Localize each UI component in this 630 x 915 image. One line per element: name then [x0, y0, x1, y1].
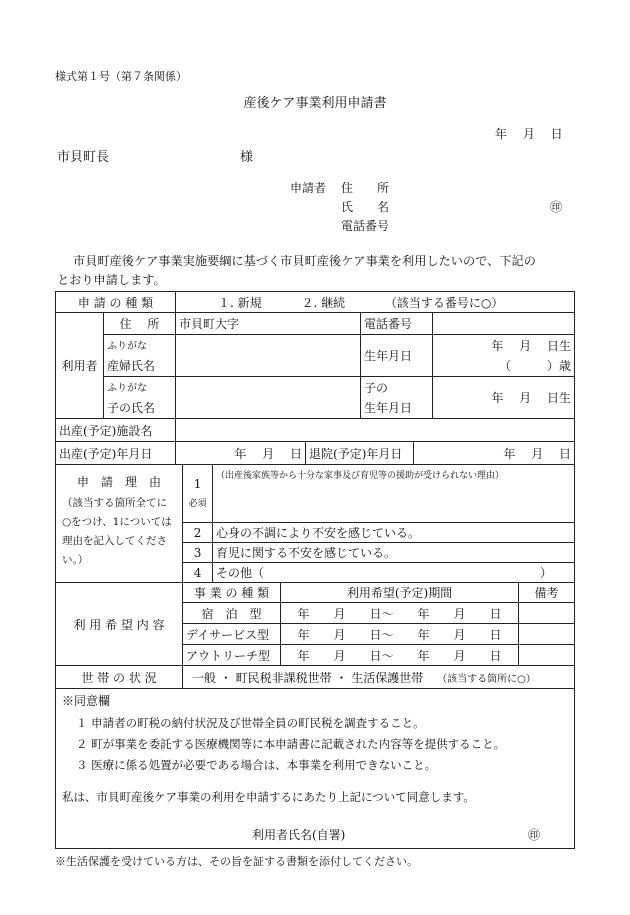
reason-1-text-field[interactable]: （出産後家族等から十分な家事及び育児等の援助が受けられない理由） [213, 465, 575, 523]
row-user-address [56, 313, 575, 335]
reason-3-number[interactable]: 3 [183, 543, 213, 563]
row-birth-facility [56, 419, 575, 442]
service-day-label: デイサービス型 [183, 624, 281, 645]
applicant-phone-label: 電話番号 [341, 219, 390, 233]
birth-date-field[interactable]: 年 月 日 [176, 442, 306, 465]
mother-furigana-label: ふりがな [104, 335, 176, 355]
honorific: 様 [240, 150, 254, 165]
mother-dob-field[interactable] [433, 335, 575, 377]
applicant-label: 申請者 [290, 181, 327, 195]
reason-2-text: 心身の不調により不安を感じている。 [213, 523, 575, 543]
reason-1-number-cell[interactable] [183, 465, 213, 523]
birth-date-label: 出産(予定)年月日 [56, 442, 176, 465]
user-label: 利用者 [56, 313, 104, 419]
application-type-label: 申 請 の 種 類 [56, 292, 176, 313]
form-number: 様式第１号（第７条関係） [55, 70, 187, 83]
phone-label: 電話番号 [361, 313, 433, 335]
application-type-options[interactable]: １. 新規 ２. 継続 （該当する番号に○） [176, 292, 575, 313]
remarks-header: 備考 [519, 583, 575, 603]
mother-dob-value: 年 月 日生 [491, 338, 572, 353]
signature-seal-icon: ㊞ [528, 828, 541, 842]
date-line: 年 月 日 [495, 127, 563, 141]
child-name-field[interactable] [176, 397, 361, 419]
mother-name-field[interactable] [176, 355, 361, 377]
signature-label: 利用者氏名(自署) [252, 828, 346, 842]
service-outreach-label: アウトリーチ型 [183, 645, 281, 666]
row-consent [56, 689, 575, 849]
discharge-date-label: 退院(予定)年月日 [306, 442, 414, 465]
reason-4-number[interactable]: 4 [183, 563, 213, 583]
household-note: （該当する箇所に○） [437, 673, 536, 685]
reason-label-cell [56, 465, 183, 583]
reason-1-required: 必須 [188, 498, 207, 509]
intro-line-1: 市貝町産後ケア事業実施要綱に基づく市貝町産後ケア事業を利用したいので、下記の [73, 254, 536, 268]
child-dob-field[interactable]: 年 月 日生 [433, 377, 575, 419]
applicant-name-label: 氏 名 [341, 200, 390, 214]
mother-furigana-field[interactable] [176, 335, 361, 355]
consent-item-1: １ 申請者の町税の納付状況及び世帯全員の町民税を調査すること。 [76, 716, 425, 730]
row-child-furigana [56, 377, 575, 397]
child-furigana-field[interactable] [176, 377, 361, 397]
child-dob-label [361, 377, 433, 419]
application-form-table [55, 291, 575, 849]
row-reason-1 [56, 465, 575, 523]
row-household [56, 666, 575, 689]
service-day-period[interactable]: 年 月 日～ 年 月 日 [281, 624, 519, 645]
intro-line-2: とおり申請します。 [57, 273, 166, 287]
service-overnight-label: 宿 泊 型 [183, 603, 281, 624]
consent-item-3: ３ 医療に係る処置が必要である場合は、本事業を利用できないこと。 [76, 758, 437, 772]
child-dob-label-line-2: 生年月日 [364, 400, 413, 415]
address-value[interactable]: 市貝町大字 [176, 313, 361, 335]
footer-note: ※生活保護を受けている方は、その旨を証する書類を添付してください。 [55, 855, 418, 868]
service-outreach-remarks[interactable] [519, 645, 575, 666]
service-outreach-period[interactable]: 年 月 日～ 年 月 日 [281, 645, 519, 666]
service-type-header: 事 業 の 種 類 [183, 583, 281, 603]
page-title: 産後ケア事業利用申請書 [243, 96, 387, 111]
reason-label: 申 請 理 由 [77, 475, 162, 489]
household-label: 世 帯 の 状 況 [56, 666, 183, 689]
addressee: 市貝町長 [57, 150, 110, 165]
child-dob-label-line-1: 子の [364, 380, 389, 395]
reason-note: （該当する箇所全てに○をつけ、1については理由を記入してください。） [62, 497, 172, 566]
reason-2-number[interactable]: 2 [183, 523, 213, 543]
discharge-date-field[interactable]: 年 月 日 [414, 442, 575, 465]
mother-name-label: 産婦氏名 [104, 355, 176, 377]
child-name-label: 子の氏名 [104, 397, 176, 419]
row-birth-date [56, 442, 575, 465]
mother-dob-label: 生年月日 [361, 335, 433, 377]
consent-section [56, 689, 575, 849]
household-options[interactable]: 一般 ・ 町民税非課税世帯 ・ 生活保護世帯 [192, 670, 424, 685]
row-mother-furigana [56, 335, 575, 355]
address-label: 住 所 [104, 313, 176, 335]
birth-facility-label: 出産(予定)施設名 [56, 419, 176, 442]
usage-label: 利 用 希 望 内 容 [56, 583, 183, 666]
service-overnight-period[interactable]: 年 月 日～ 年 月 日 [281, 603, 519, 624]
reason-1-number: 1 [193, 476, 202, 491]
consent-item-2: ２ 町が事業を委託する医療機関等に本申請書に記載された内容等を提供すること。 [76, 737, 506, 751]
service-day-remarks[interactable] [519, 624, 575, 645]
phone-field[interactable] [433, 313, 575, 335]
service-overnight-remarks[interactable] [519, 603, 575, 624]
reason-3-text: 育児に関する不安を感じている。 [213, 543, 575, 563]
applicant-seal-icon: ㊞ [550, 200, 563, 214]
consent-title: ※同意欄 [62, 694, 111, 708]
child-furigana-label: ふりがな [104, 377, 176, 397]
applicant-address-label: 住 所 [341, 181, 390, 195]
reason-4-text[interactable]: その他（ ） [213, 563, 575, 583]
consent-statement: 私は、市貝町産後ケア事業の利用を申請するにあたり上記について同意します。 [62, 790, 475, 804]
row-application-type [56, 292, 575, 313]
period-header: 利用希望(予定)期間 [281, 583, 519, 603]
household-cell[interactable] [183, 666, 575, 689]
birth-facility-field[interactable] [176, 419, 575, 442]
mother-age-value: （ ）歳 [499, 358, 572, 373]
row-usage-header [56, 583, 575, 603]
